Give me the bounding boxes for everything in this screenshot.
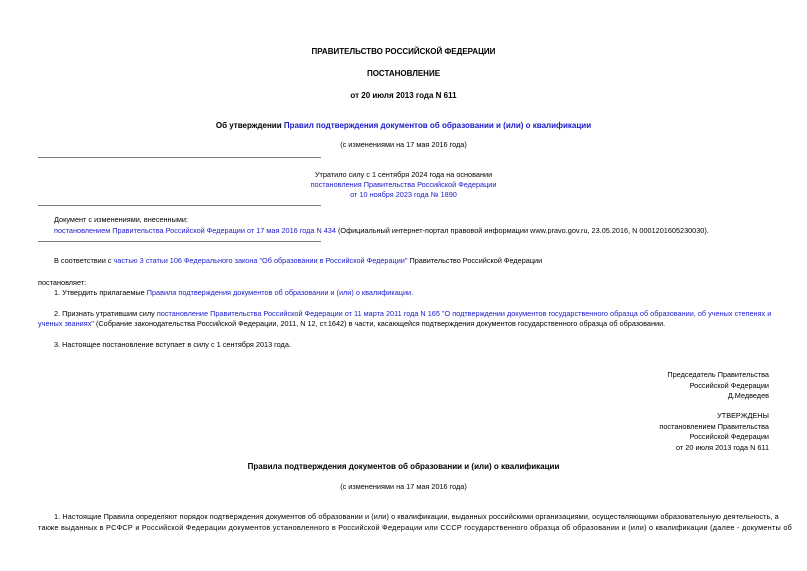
expiring-decree-date-link[interactable]: от 10 ноября 2023 года № 1890	[350, 190, 457, 199]
expired-notice-line: Утратило силу с 1 сентября 2024 года на основании	[314, 170, 493, 179]
amending-decree-link[interactable]: постановлением Правительства Российской Федерации от 17 мая 2016 года N 434	[54, 226, 336, 235]
item-2-source: (Собрание законодательства Российской Федерации, 2011, N 12, ст.1642) в части, касающейся подтверждения документов государственного образца об образовании.	[93, 319, 666, 328]
approval-date: от 20 июля 2013 года N 611	[676, 442, 769, 452]
title-prefix: Об утверждении	[215, 121, 284, 130]
preamble	[54, 256, 542, 266]
approval-heading: УТВЕРЖДЕНЫ	[717, 411, 769, 420]
divider	[38, 205, 321, 206]
preamble-after: Правительство Российской Федерации	[407, 256, 543, 265]
item-2-line-2	[38, 319, 665, 329]
divider	[38, 157, 321, 158]
rules-amendment-note: (с изменениями на 17 мая 2016 года)	[340, 482, 467, 491]
document-date-number: от 20 июля 2013 года N 611	[350, 91, 457, 100]
expiring-decree-link[interactable]: постановления Правительства Российской Федерации	[310, 180, 497, 189]
rules-link[interactable]: Правила подтверждения документов об образовании и (или) о квалификации	[146, 288, 412, 297]
rules-heading: Правила подтверждения документов об образовании и (или) о квалификации	[247, 462, 560, 471]
divider	[38, 241, 321, 242]
document-type-heading: ПОСТАНОВЛЕНИЕ	[366, 69, 441, 78]
item-1-end: .	[411, 288, 414, 297]
expired-notice-link	[0, 180, 807, 190]
decrees-word: постановляет:	[38, 278, 87, 287]
item-2-text: 2. Признать утратившим силу	[54, 309, 157, 318]
changes-line	[54, 226, 709, 236]
item-1-text: 1. Утвердить прилагаемые	[54, 288, 147, 297]
signature-position: Председатель Правительства	[667, 370, 769, 379]
rules-title-link[interactable]: Правил подтверждения документов об образовании и (или) о квалификации	[283, 121, 592, 130]
approval-country: Российской Федерации	[689, 432, 769, 441]
repealed-decree-link[interactable]: постановление Правительства Российской Федерации от 11 марта 2011 года N 165 "О подтверждении документов государственного образца об образовании, об ученых степенях и	[156, 309, 772, 318]
approval-block	[659, 411, 769, 453]
rules-paragraph-1-line-2: также выданных в РСФСР и Российской Федерации документов установленного в Российской Федерации или СССР государственного образца об образовании и (или) о квалификации (далее - документы об	[38, 523, 793, 532]
rules-paragraph-1-line-1: 1. Настоящие Правила определяют порядок подтверждения документов об образовании и (или) о квалификации, выданных российскими организациями, осуществляющими образовательную деятельность, а	[54, 512, 779, 521]
amendment-note: (с изменениями на 17 мая 2016 года)	[340, 140, 467, 149]
preamble-before: В соответствии с	[54, 256, 114, 265]
document-title	[0, 121, 807, 131]
government-heading: ПРАВИТЕЛЬСТВО РОССИЙСКОЙ ФЕДЕРАЦИИ	[311, 47, 496, 56]
changes-label: Документ с изменениями, внесенными:	[54, 215, 188, 224]
item-3: 3. Настоящее постановление вступает в силу с 1 сентября 2013 года.	[54, 340, 291, 349]
repealed-decree-link-continued[interactable]: ученых званиях"	[38, 319, 94, 328]
expired-notice-link	[0, 190, 807, 200]
changes-source: (Официальный интернет-портал правовой информации www.pravo.gov.ru, 23.05.2016, N 0001201605230030).	[335, 226, 709, 235]
item-1	[54, 288, 413, 298]
federal-law-link[interactable]: частью 3 статьи 106 Федерального закона "Об образовании в Российской Федерации"	[113, 256, 408, 265]
item-2-line-1	[54, 309, 771, 319]
signature-country: Российской Федерации	[689, 380, 769, 390]
signature-block	[667, 370, 769, 402]
signature-name: Д.Медведев	[727, 391, 769, 400]
approval-by: постановлением Правительства	[659, 421, 769, 431]
